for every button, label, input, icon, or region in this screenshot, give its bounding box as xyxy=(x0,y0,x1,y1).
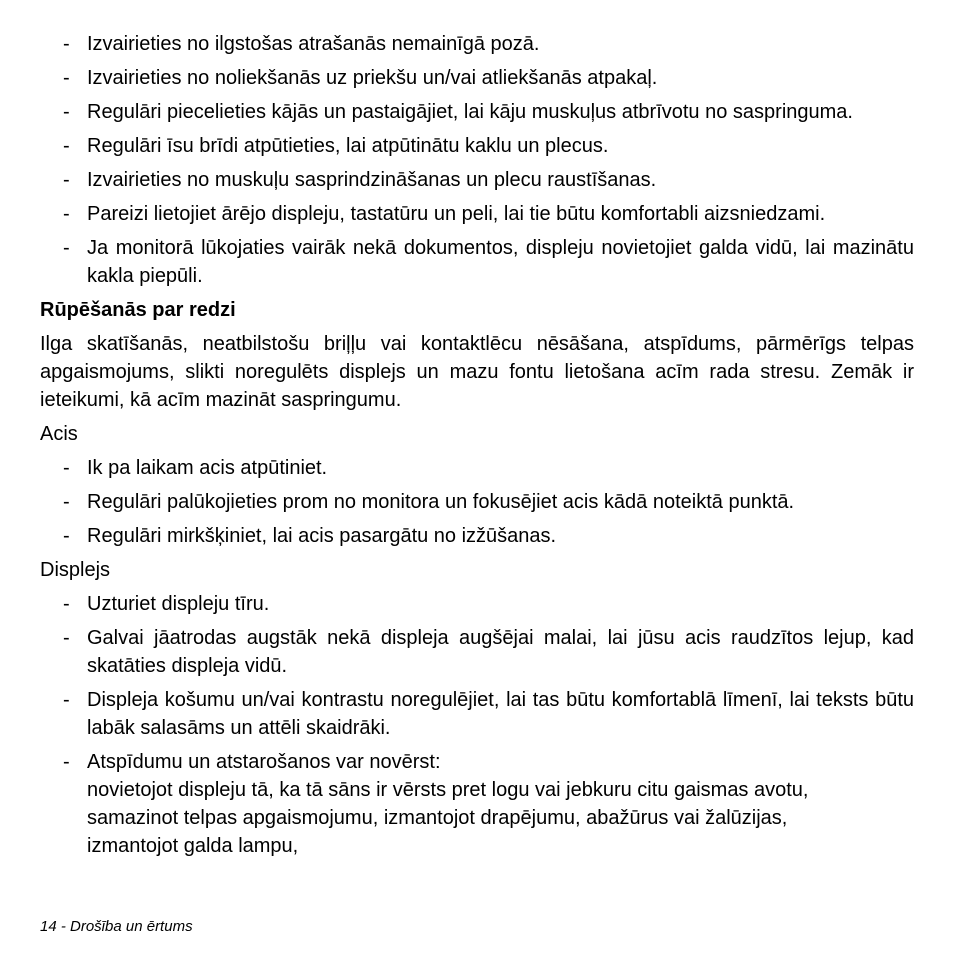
list-item-text: Uzturiet displeju tīru. xyxy=(87,593,270,615)
list-item xyxy=(40,132,914,160)
list-item-glare xyxy=(40,748,914,860)
list-dash: - xyxy=(63,135,70,157)
list-item xyxy=(40,30,914,58)
list-dash: - xyxy=(63,67,70,89)
posture-tips-list xyxy=(40,30,914,290)
glare-option-text: samazinot telpas apgaismojumu, izmantojot drapējumu, abažūrus vai žalūzijas, xyxy=(87,807,788,829)
list-dash: - xyxy=(63,237,70,259)
list-item-text: Pareizi lietojiet ārējo displeju, tastatūru un peli, lai tie būtu komfortabli aizsniedzami. xyxy=(87,203,826,225)
list-dash: - xyxy=(63,593,70,615)
list-dash: - xyxy=(63,169,70,191)
list-item-text: Regulāri piecelieties kājās un pastaigājiet, lai kāju muskuļus atbrīvotu no saspringuma. xyxy=(87,101,853,123)
list-item-text: Izvairieties no ilgstošas atrašanās nemainīgā pozā. xyxy=(87,33,540,55)
list-item-text: Ja monitorā lūkojaties vairāk nekā dokumentos, displeju novietojiet galda vidū, lai mazinātu kakla piepūli. xyxy=(87,237,914,287)
list-item xyxy=(40,454,914,482)
list-item xyxy=(40,522,914,550)
eyes-label: Acis xyxy=(40,423,78,445)
section-heading: Rūpēšanās par redzi xyxy=(40,299,236,321)
list-item-text: Regulāri īsu brīdi atpūtieties, lai atpūtinātu kaklu un plecus. xyxy=(87,135,609,157)
list-item xyxy=(40,64,914,92)
list-item-text: Galvai jāatrodas augstāk nekā displeja augšējai malai, lai jūsu acis raudzītos lejup, kad skatāties displeja vidū. xyxy=(87,627,914,677)
list-dash: - xyxy=(63,33,70,55)
list-dash: - xyxy=(63,457,70,479)
list-dash: - xyxy=(63,101,70,123)
display-tips-list xyxy=(40,590,914,860)
eyes-tips-list xyxy=(40,454,914,550)
display-label: Displejs xyxy=(40,559,111,581)
intro-paragraph xyxy=(40,330,914,414)
list-item xyxy=(40,234,914,290)
document-page xyxy=(40,30,914,866)
list-item xyxy=(40,98,914,126)
list-dash: - xyxy=(63,203,70,225)
list-item-text: Izvairieties no noliekšanās uz priekšu un/vai atliekšanās atpakaļ. xyxy=(87,67,658,89)
list-item-text: Regulāri mirkšķiniet, lai acis pasargātu no izžūšanas. xyxy=(87,525,557,547)
list-item xyxy=(40,590,914,618)
list-item-text: Ik pa laikam acis atpūtiniet. xyxy=(87,457,328,479)
glare-option-text: novietojot displeju tā, ka tā sāns ir vērsts pret logu vai jebkuru citu gaismas avotu, xyxy=(87,779,809,801)
list-item xyxy=(40,166,914,194)
list-dash: - xyxy=(63,525,70,547)
list-dash: - xyxy=(63,491,70,513)
list-item xyxy=(40,200,914,228)
list-item xyxy=(40,624,914,680)
intro-paragraph-text: Ilga skatīšanās, neatbilstošu briļļu vai kontaktlēcu nēsāšana, atspīdums, pārmērīgs telpas apgaismojums, slikti noregulēts displejs un mazu fontu lietošana acīm rada stresu. Zemāk ir ieteikumi, kā acīm mazināt saspringumu. xyxy=(40,333,914,411)
list-dash: - xyxy=(63,751,70,773)
list-dash: - xyxy=(63,627,70,649)
list-item xyxy=(40,686,914,742)
list-item-text: Displeja košumu un/vai kontrastu noregulējiet, lai tas būtu komfortablā līmenī, lai teksts būtu labāk salasāms un attēli skaidrāki. xyxy=(87,689,914,739)
list-item-text: Regulāri palūkojieties prom no monitora un fokusējiet acis kādā noteiktā punktā. xyxy=(87,491,795,513)
glare-intro-text: Atspīdumu un atstarošanos var novērst: xyxy=(87,751,441,773)
list-dash: - xyxy=(63,689,70,711)
list-item xyxy=(40,488,914,516)
glare-option-text: izmantojot galda lampu, xyxy=(87,835,299,857)
page-footer: 14 - Drošība un ērtums xyxy=(40,918,193,935)
list-item-text: Izvairieties no muskuļu sasprindzināšanas un plecu raustīšanas. xyxy=(87,169,657,191)
